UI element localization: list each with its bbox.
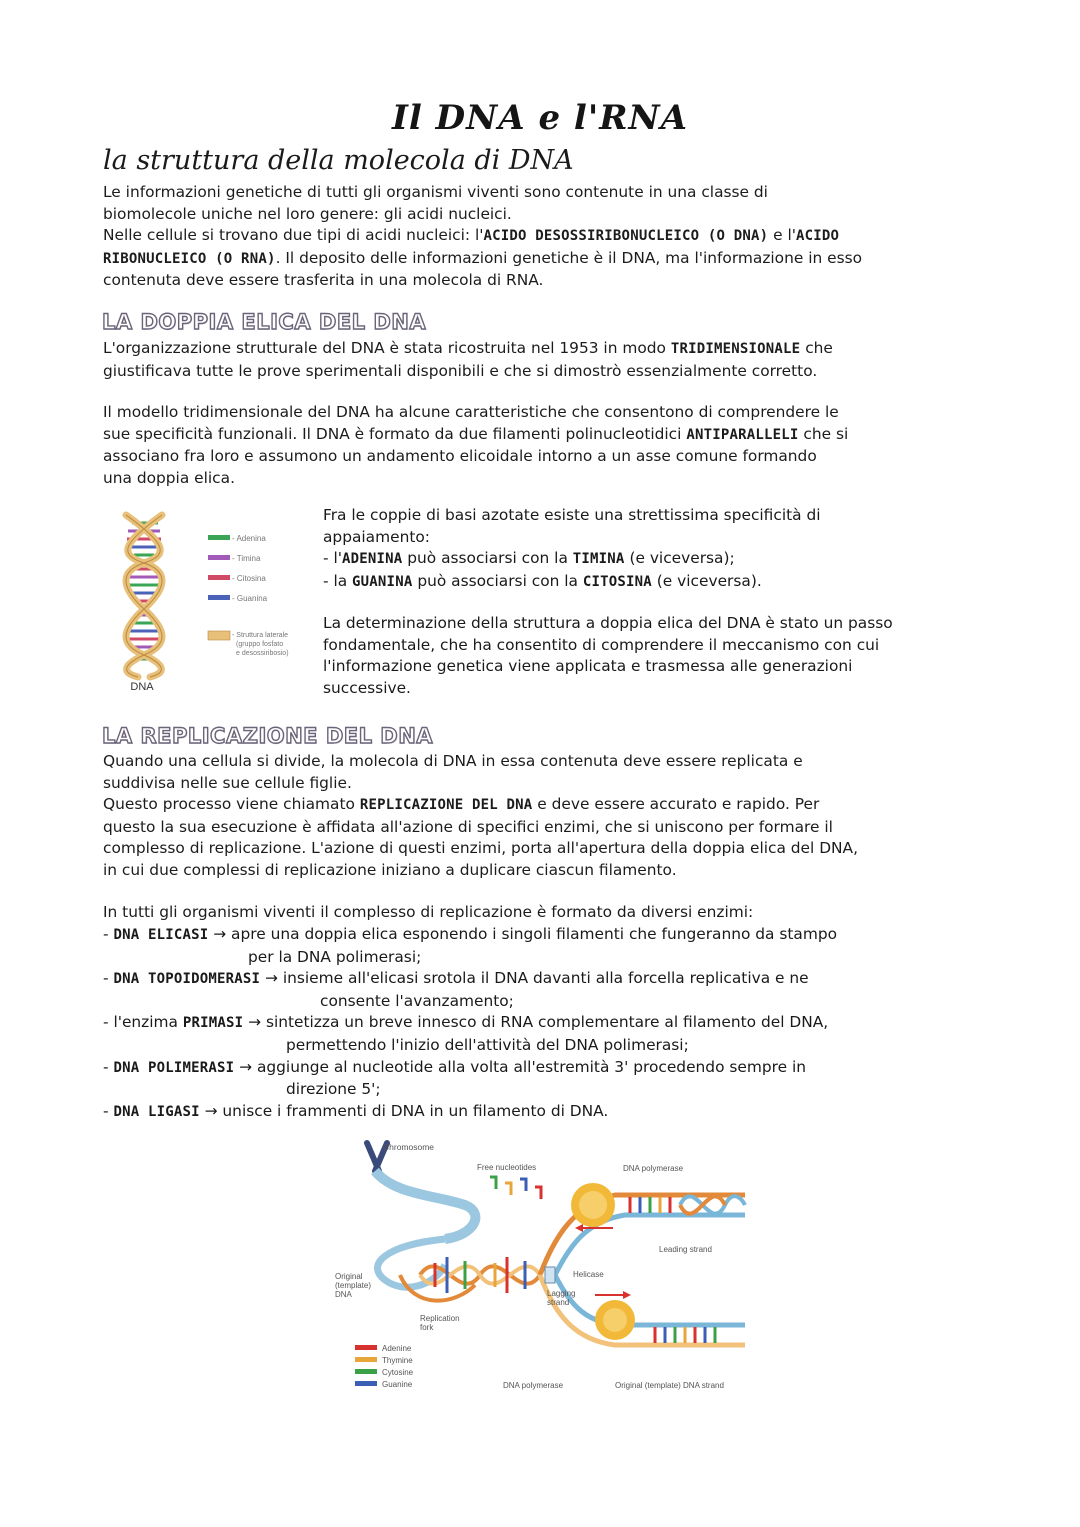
text-line: Quando una cellula si divide, la molecola di DNA in essa contenuta deve essere replicata e [103, 752, 803, 770]
text-line: giustificava tutte le prove sperimentali disponibili e che si dimostrò essenzialmente corretto. [103, 361, 818, 380]
list-item: - DNA ELICASI → apre una doppia elica esponendo i singoli filamenti che fungeranno da stampo [103, 925, 838, 943]
term-rna: RIBONUCLEICO (O RNA) [103, 250, 276, 267]
double-helix-paragraph-2 [103, 402, 983, 489]
label-leading-strand: Leading strand [659, 1245, 712, 1254]
legend-label-thymine: - Timina [232, 554, 261, 563]
label-dna-polymerase-top: DNA polymerase [623, 1164, 684, 1173]
term-cytosine: CITOSINA [582, 573, 652, 590]
intro-line: . Il deposito delle informazioni genetiche è il DNA, ma l'informazione in esso [275, 248, 863, 267]
text-line: (e viceversa); [624, 549, 735, 568]
text-line: associano fra loro e assumono un andamento elicoidale intorno a un asse comune formando [103, 447, 817, 466]
legend-swatch-cytosine [208, 575, 230, 580]
double-helix-paragraph-1 [103, 338, 983, 382]
text-line: - l' [323, 549, 342, 568]
enzyme-name: DNA ELICASI [113, 927, 209, 943]
list-item-continuation: per la DNA polimerasi; [248, 947, 422, 966]
label-chromosome: Chromosome [383, 1142, 435, 1152]
term-tridimensional: TRIDIMENSIONALE [670, 341, 801, 357]
replication-paragraph-2: In tutti gli organismi viventi il complesso di replicazione è formato da diversi enzimi: [103, 903, 754, 921]
chromosome-icon [367, 1143, 475, 1239]
label-original-strand: Original (template) DNA strand [615, 1381, 724, 1390]
legend-swatch-backbone [208, 631, 230, 640]
term-adenine: ADENINA [341, 551, 403, 568]
list-item: - DNA TOPOIDOMERASI → insieme all'elicasi srotola il DNA davanti alla forcella replicativa e ne [103, 969, 809, 988]
lagging-strand [540, 1275, 745, 1345]
enzyme-name: DNA LIGASI [113, 1103, 200, 1120]
text-line: può associarsi con la [402, 549, 573, 568]
replication-figure [325, 1135, 755, 1397]
text-line: (e viceversa). [651, 571, 762, 590]
legend-label-backbone: - Struttura laterale [232, 632, 289, 639]
text-line: Fra le coppie di basi azotate esiste una strettissima specificità di [323, 506, 821, 524]
page-subtitle: la struttura della molecola di DNA [103, 145, 574, 176]
replication-illustration [325, 1135, 755, 1397]
label-lagging: Lagging [547, 1289, 576, 1298]
text-line: che [800, 339, 833, 357]
enzyme-list [103, 924, 1003, 1123]
legend-label-backbone: e desossiribosio) [236, 650, 289, 657]
label-free-nucleotides: Free nucleotides [477, 1163, 537, 1172]
legend-label-cytosine: - Citosina [232, 574, 266, 583]
section-heading-double-helix: LA DOPPIA ELICA DEL DNA [102, 310, 427, 334]
dna-helix-figure [108, 505, 308, 700]
enzyme-name: DNA TOPOIDOMERASI [113, 971, 261, 988]
intro-line: Le informazioni genetiche di tutti gli organismi viventi sono contenute in una classe di [103, 183, 768, 201]
text-line: una doppia elica. [103, 468, 235, 487]
text-line: - la [323, 571, 353, 590]
list-item: - l'enzima PRIMASI → sintetizza un breve innesco di RNA complementare al filamento del DNA, [103, 1013, 829, 1032]
replication-legend [355, 1344, 414, 1389]
legend-swatch-adenine [208, 535, 230, 540]
text-line: questo la sua esecuzione è affidata all'azione di specifici enzimi, che si uniscono per formare il [103, 817, 833, 836]
term-replication: REPLICAZIONE DEL DNA [359, 797, 533, 814]
term-rna: ACIDO [796, 228, 840, 245]
text-line: l'informazione genetica viene applicata e trasmessa alle generazioni [323, 657, 853, 676]
page-title: Il DNA e l'RNA [392, 98, 688, 138]
legend-label-guanine: Guanine [382, 1380, 413, 1389]
text-line: Questo processo viene chiamato [103, 795, 360, 814]
label-original-template: DNA [335, 1290, 352, 1299]
dna-polymerase-bottom [595, 1291, 635, 1340]
text-line: appaiamento: [323, 527, 430, 546]
leading-strand [540, 1195, 745, 1275]
text-line: e deve essere accurato e rapido. Per [532, 795, 820, 814]
dna-caption: DNA [130, 681, 154, 693]
enzyme-name: PRIMASI [182, 1015, 244, 1032]
list-item-continuation: consente l'avanzamento; [320, 991, 514, 1010]
text-line: successive. [323, 678, 411, 697]
dna-helix-illustration [108, 505, 308, 700]
text-line: in cui due complessi di replicazione iniziano a duplicare ciascun filamento. [103, 860, 677, 879]
label-dna-polymerase-bottom: DNA polymerase [503, 1381, 564, 1390]
text-line: complesso di replicazione. L'azione di questi enzimi, porta all'apertura della doppia elica del DNA, [103, 839, 858, 858]
legend-label-cytosine: Cytosine [382, 1368, 414, 1377]
text-line: Il modello tridimensionale del DNA ha alcune caratteristiche che consentono di comprendere le [103, 403, 839, 421]
legend-label-adenine: - Adenina [232, 534, 266, 543]
label-helicase: Helicase [573, 1270, 604, 1279]
legend-label-guanine: - Guanina [232, 594, 268, 603]
list-item-continuation: permettendo l'inizio dell'attività del DNA polimerasi; [286, 1035, 689, 1054]
text-line: sue specificità funzionali. Il DNA è formato da due filamenti polinucleotidici [103, 424, 687, 443]
text-line: La determinazione della struttura a doppia elica del DNA è stato un passo [323, 614, 893, 632]
dna-polymerase-top [571, 1183, 615, 1232]
legend-swatch-adenine [355, 1345, 377, 1350]
section-heading-replication: LA REPLICAZIONE DEL DNA [102, 724, 434, 748]
term-thymine: TIMINA [572, 551, 625, 568]
text-line: che si [798, 424, 849, 443]
dna-legend [208, 534, 289, 657]
intro-line: e l' [768, 226, 797, 245]
enzyme-name: DNA POLIMERASI [113, 1059, 235, 1076]
label-lagging: strand [547, 1298, 570, 1307]
list-item: - DNA LIGASI → unisce i frammenti di DNA in un filamento di DNA. [103, 1101, 609, 1120]
term-guanine: GUANINA [352, 573, 413, 590]
legend-label-thymine: Thymine [382, 1356, 413, 1365]
helicase [545, 1267, 555, 1283]
legend-swatch-thymine [208, 555, 230, 560]
label-replication-fork: Replication [420, 1314, 460, 1323]
text-line: fondamentale, che ha consentito di comprendere il meccanismo con cui [323, 635, 880, 654]
label-original-template: Original [335, 1272, 363, 1281]
intro-line: contenuta deve essere trasferita in una molecola di RNA. [103, 271, 544, 290]
intro-line: biomolecole uniche nel loro genere: gli acidi nucleici. [103, 204, 512, 223]
intro-line: Nelle cellule si trovano due tipi di acidi nucleici: l' [103, 226, 484, 245]
text-line: suddivisa nelle sue cellule figlie. [103, 773, 352, 792]
legend-swatch-cytosine [355, 1369, 377, 1374]
term-antiparallel: ANTIPARALLELI [686, 426, 799, 443]
double-helix-significance-text [323, 613, 1003, 699]
text-line: può associarsi con la [412, 571, 583, 590]
list-item-continuation: direzione 5'; [286, 1080, 381, 1099]
free-nucleotides [490, 1177, 541, 1199]
intro-paragraph [103, 182, 983, 292]
label-replication-fork: fork [420, 1323, 434, 1332]
legend-swatch-guanine [208, 595, 230, 600]
legend-label-backbone: (gruppo fosfato [236, 641, 284, 648]
legend-swatch-thymine [355, 1357, 377, 1362]
list-item: - DNA POLIMERASI → aggiunge al nucleotide alla volta all'estremità 3' procedendo sempre in [103, 1057, 807, 1076]
term-dna: ACIDO DESOSSIRIBONUCLEICO (O DNA) [483, 228, 769, 245]
label-original-template: (template) [335, 1281, 372, 1290]
text-line: L'organizzazione strutturale del DNA è stata ricostruita nel 1953 in modo [103, 339, 671, 357]
legend-label-adenine: Adenine [382, 1344, 412, 1353]
legend-swatch-guanine [355, 1381, 377, 1386]
base-pairing-text [323, 505, 1003, 593]
replication-paragraph-1 [103, 751, 983, 882]
